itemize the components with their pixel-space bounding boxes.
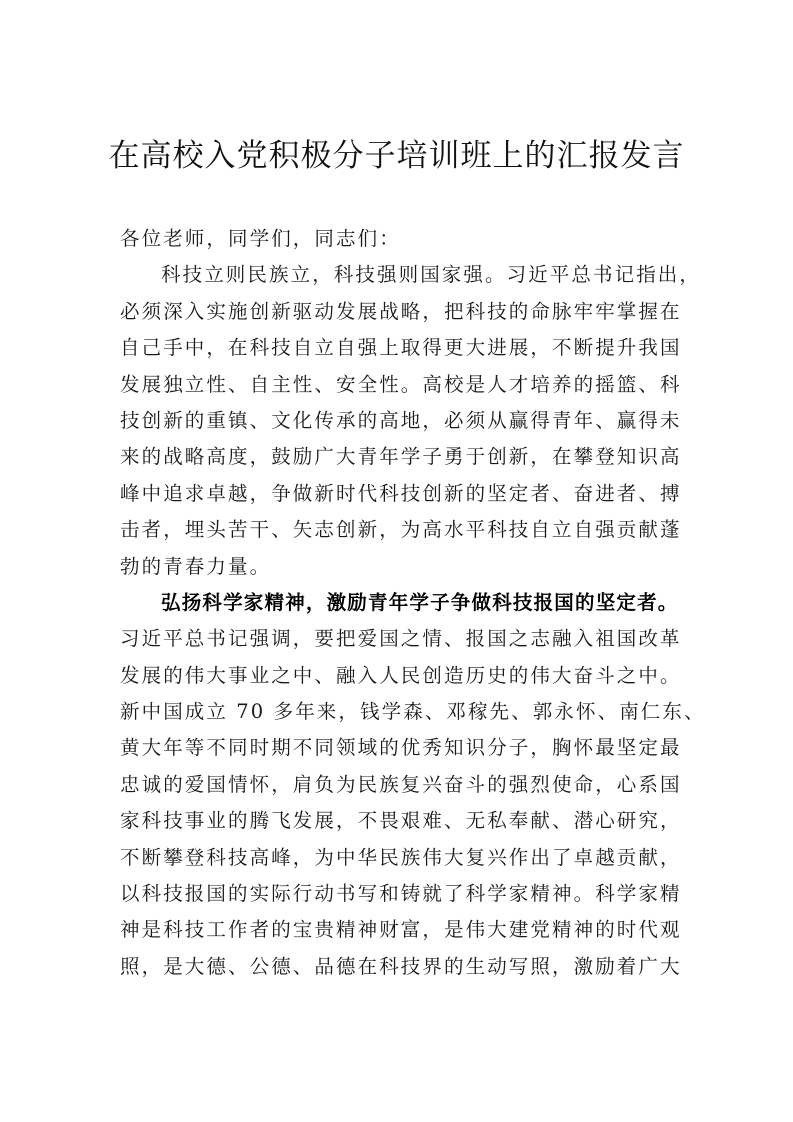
- paragraph-line: 忠诚的爱国情怀，肩负为民族复兴奋斗的强烈使命，心系国: [120, 772, 682, 796]
- paragraph-line: 峰中追求卓越，争做新时代科技创新的坚定者、奋进者、搏: [120, 481, 682, 505]
- paragraph-line: 家科技事业的腾飞发展，不畏艰难、无私奉献、潜心研究，: [120, 809, 682, 833]
- paragraph-line: 习近平总书记强调，要把爱国之情、报国之志融入祖国改革: [120, 627, 682, 651]
- paragraph-line: 勃的青春力量。: [120, 554, 272, 578]
- paragraph-line: 击者，埋头苦干、矢志创新，为高水平科技自立自强贡献蓬: [120, 518, 682, 542]
- paragraph-line: 科技立则民族立，科技强则国家强。习近平总书记指出，: [161, 263, 702, 287]
- paragraph-line: 神是科技工作者的宝贵精神财富，是伟大建党精神的时代观: [120, 918, 682, 942]
- paragraph-line: 黄大年等不同时期不同领域的优秀知识分子，胸怀最坚定最: [120, 736, 682, 760]
- paragraph-line: 发展的伟大事业之中、融入人民创造历史的伟大奋斗之中。: [120, 663, 682, 687]
- paragraph-intro: [120, 257, 702, 585]
- document-title: 在高校入党积极分子培训班上的汇报发言: [108, 138, 685, 174]
- paragraph-line: 以科技报国的实际行动书写和铸就了科学家精神。科学家精: [120, 882, 682, 906]
- paragraph-line: 照，是大德、公德、品德在科技界的生动写照，激励着广大: [120, 954, 682, 978]
- paragraph-line: 新中国成立 70 多年来，钱学森、邓稼先、郭永怀、南仁东、: [120, 700, 706, 724]
- paragraph-line: 必须深入实施创新驱动发展战略，把科技的命脉牢牢掌握在: [120, 299, 682, 323]
- document-body: [120, 221, 706, 985]
- paragraph-line: 不断攀登科技高峰，为中华民族伟大复兴作出了卓越贡献，: [120, 845, 682, 869]
- paragraph-line: 来的战略高度，鼓励广大青年学子勇于创新，在攀登知识高: [120, 445, 682, 469]
- paragraph-line: 发展独立性、自主性、安全性。高校是人才培养的摇篮、科: [120, 372, 682, 396]
- salutation: 各位老师，同学们，同志们：: [120, 227, 401, 250]
- section-scientist-spirit: [120, 585, 706, 985]
- paragraph-line: 自己手中，在科技自立自强上取得更大进展，不断提升我国: [120, 336, 682, 360]
- section-heading: 弘扬科学家精神，激励青年学子争做科技报国的坚定者。: [161, 590, 679, 614]
- paragraph-line: 技创新的重镇、文化传承的高地，必须从赢得青年、赢得未: [120, 408, 682, 432]
